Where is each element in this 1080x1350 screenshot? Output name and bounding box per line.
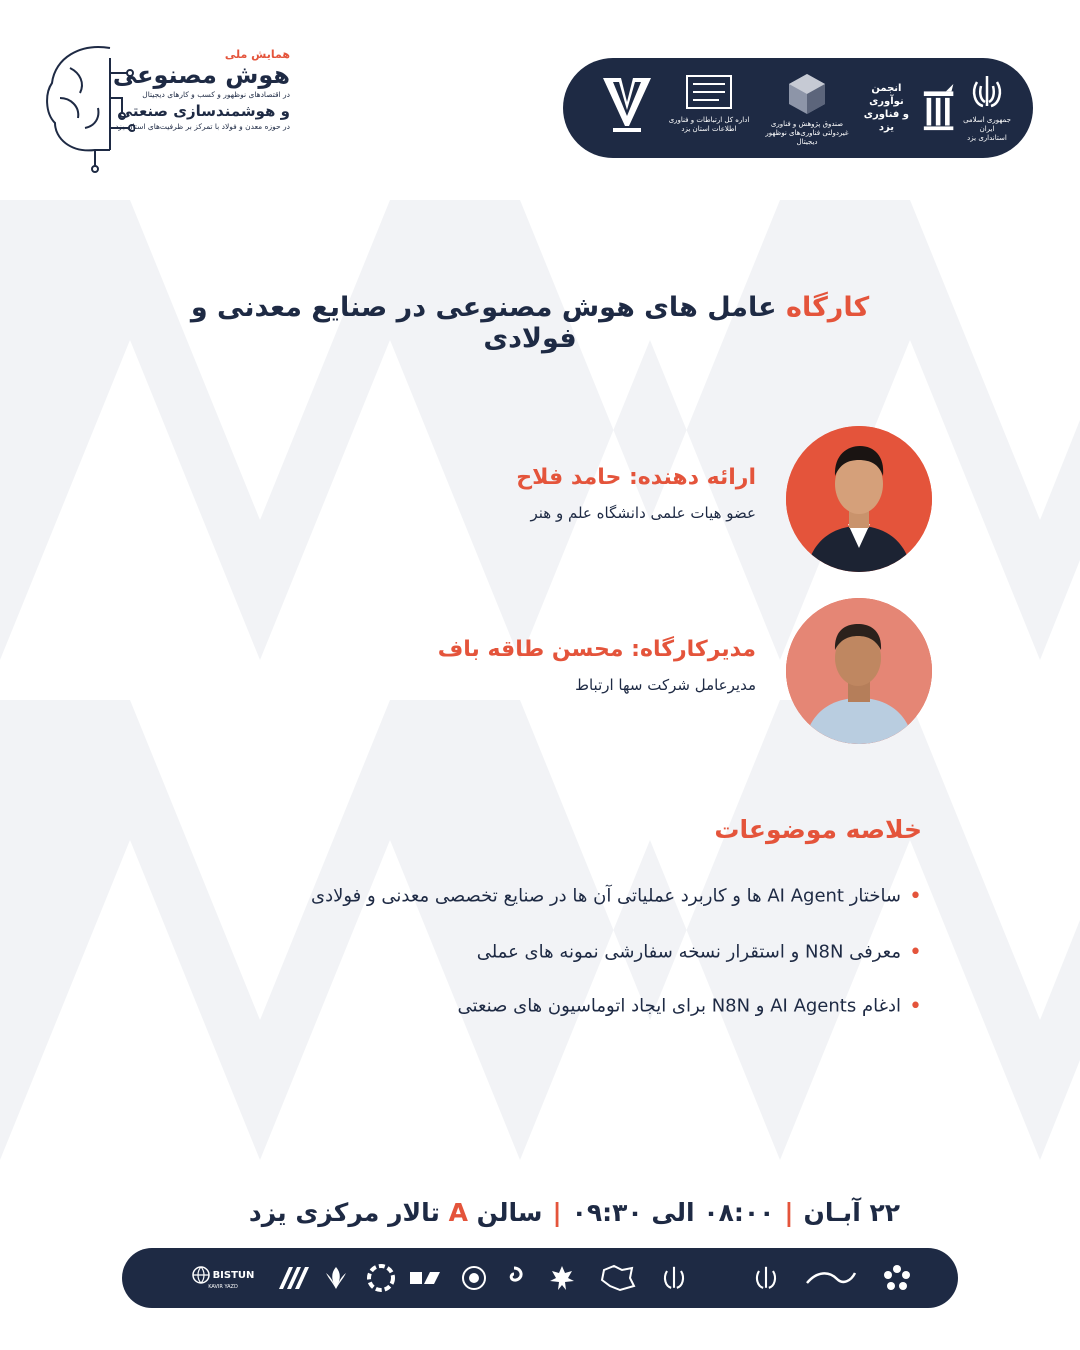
bistun-logo bbox=[188, 1258, 258, 1298]
hall-letter: A bbox=[448, 1198, 468, 1227]
event-date: ۲۲ آبـان bbox=[803, 1198, 900, 1227]
presenter-info bbox=[196, 462, 756, 522]
workshop-title-rest: عامل های هوش مصنوعی در صنایع معدنی و فولادی bbox=[190, 292, 786, 354]
presenter-description: عضو هیات علمی دانشگاه علم و هنر bbox=[530, 504, 756, 522]
innovation-association-caption: انجمن نوآوری و فناوری یزد bbox=[863, 83, 910, 133]
maple-leaf-icon bbox=[548, 1264, 576, 1292]
iran-emblem-icon bbox=[753, 1264, 779, 1292]
sponsor-logo-emblem-2 bbox=[742, 1258, 790, 1298]
sponsor-logo-science-park bbox=[796, 1258, 866, 1298]
bistun-label: BISTUN bbox=[212, 1269, 255, 1281]
presenter-portrait bbox=[786, 426, 932, 572]
chamber-logo-icon bbox=[366, 1263, 396, 1293]
ict-office-logo bbox=[663, 72, 755, 144]
conference-subtitle-2: در حوزه معدن و فولاد با تمرکز بر ظرفیت‌های استان یزد bbox=[115, 122, 290, 131]
presenter-photo bbox=[786, 426, 932, 572]
iran-emblem-icon bbox=[661, 1264, 687, 1292]
science-park-logo-icon bbox=[803, 1267, 859, 1289]
sponsor-logo-municipality bbox=[874, 1258, 920, 1298]
sponsor-logo-swirl bbox=[494, 1258, 534, 1298]
hall-prefix: سالن bbox=[467, 1198, 543, 1227]
event-venue: تالار مرکزی یزد bbox=[248, 1198, 449, 1227]
ministry-logo-icon bbox=[681, 72, 737, 112]
ict-office-caption: اداره کل ارتباطات و فناوری اطلاعات استان یزد bbox=[668, 116, 750, 133]
event-time: ۰۸:۰۰ الی ۰۹:۳۰ bbox=[571, 1198, 775, 1227]
conference-pre-title: همایش ملی bbox=[224, 48, 290, 61]
pillar-logo-icon bbox=[922, 82, 955, 134]
sponsor-logo-flower bbox=[316, 1258, 356, 1298]
bottom-sponsor-bar bbox=[122, 1248, 958, 1308]
presenter-role: ارائه دهنده: حامد فلاح bbox=[516, 465, 756, 490]
workshop-manager-info bbox=[196, 634, 756, 694]
bullet-icon: • bbox=[909, 884, 922, 909]
bullet-icon: • bbox=[909, 940, 922, 965]
sponsor-logo-stripes bbox=[272, 1258, 316, 1298]
sponsor-logo-af bbox=[400, 1258, 450, 1298]
summary-heading: خلاصه موضوعات bbox=[714, 815, 922, 844]
conference-logo bbox=[40, 38, 290, 178]
sponsor-logo-circle bbox=[452, 1258, 496, 1298]
top-sponsor-bar bbox=[563, 58, 1033, 158]
bistun-sub: KAVIR YAZD bbox=[208, 1284, 238, 1290]
swirl-logo-icon bbox=[502, 1266, 526, 1290]
sponsor-logo-maple bbox=[534, 1258, 590, 1298]
conference-title: هوش مصنوعی bbox=[112, 61, 290, 89]
workshop-title-accent: کارگاه bbox=[786, 292, 870, 323]
innovation-fund-logo bbox=[759, 72, 855, 144]
azad-university-logo bbox=[593, 72, 661, 144]
stripes-logo-icon bbox=[277, 1265, 311, 1291]
conference-subtitle-1: در اقتصادهای نوظهور و کسب و کارهای دیجیتال bbox=[142, 90, 290, 99]
governorate-caption: جمهوری اسلامی ایران استانداری یزد bbox=[963, 116, 1011, 142]
topic-text: معرفی N8N و استقرار نسخه سفارشی نمونه های عملی bbox=[476, 941, 902, 963]
cube-logo-icon bbox=[785, 72, 829, 116]
bullet-icon: • bbox=[909, 994, 922, 1019]
innovation-association-logo bbox=[855, 72, 955, 144]
event-details bbox=[170, 1198, 900, 1227]
municipality-logo-icon bbox=[882, 1263, 912, 1293]
governorate-logo bbox=[955, 72, 1019, 144]
workshop-title bbox=[150, 292, 910, 354]
innovation-fund-caption: صندوق پژوهش و فناوری غیردولتی فناوری‌های نوظهور دیجیتال bbox=[765, 120, 849, 146]
sponsor-logo-emblem-1 bbox=[650, 1258, 698, 1298]
workshop-manager-role: مدیرکارگاه: محسن طاقه باف bbox=[437, 637, 756, 662]
iran-emblem-icon bbox=[969, 72, 1005, 112]
topic-item bbox=[102, 994, 922, 1019]
topic-item bbox=[102, 884, 922, 909]
sponsor-logo-chamber bbox=[356, 1258, 406, 1298]
circle-logo-icon bbox=[461, 1265, 487, 1291]
topic-text: ادغام AI Agents و N8N برای ایجاد اتوماسیون های صنعتی bbox=[457, 995, 902, 1017]
separator: | bbox=[552, 1198, 562, 1227]
azad-university-icon bbox=[599, 72, 655, 138]
workshop-manager-photo bbox=[786, 598, 932, 744]
flower-logo-icon bbox=[323, 1265, 349, 1291]
topic-item bbox=[102, 940, 922, 965]
workshop-manager-description: مدیرعامل شرکت سها ارتباط bbox=[575, 676, 756, 694]
conference-title-2: و هوشمندسازی صنعتی bbox=[117, 102, 290, 120]
separator: | bbox=[784, 1198, 794, 1227]
sponsor-logo-map bbox=[590, 1258, 646, 1298]
workshop-manager-portrait bbox=[786, 598, 932, 744]
globe-icon bbox=[192, 1266, 210, 1284]
af-logo-icon bbox=[408, 1268, 442, 1288]
topic-text: ساختار AI Agent ها و کاربرد عملیاتی آن ها در صنایع تخصصی معدنی و فولادی bbox=[310, 885, 902, 907]
map-logo-icon bbox=[600, 1264, 636, 1292]
